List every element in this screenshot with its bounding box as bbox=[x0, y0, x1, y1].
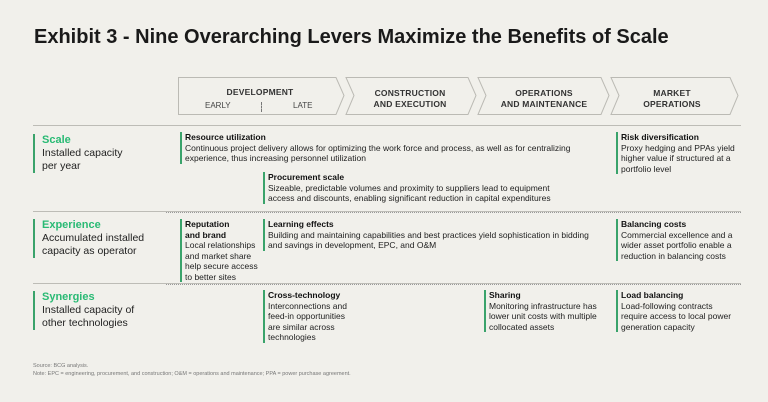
lever-body: Sizeable, predictable volumes and proximity to suppliers lead to equipment access and discounts, enabling significant reduction in capital expenditures bbox=[268, 182, 551, 203]
lever-body: Building and maintaining capabilities and best practices yield sophistication in bidding and savings in development, EPC, and O&M bbox=[268, 229, 589, 250]
category-experience bbox=[33, 219, 144, 258]
lever-learning-effects bbox=[263, 219, 589, 251]
lever-body: Commercial excellence and a wider asset portfolio enable a reduction in balancing costs bbox=[621, 229, 733, 261]
category-desc: Accumulated installed capacity as operator bbox=[42, 232, 145, 257]
lever-title: Learning effects bbox=[268, 219, 334, 229]
lever-title: Resource utilization bbox=[185, 132, 266, 142]
lever-title: Sharing bbox=[489, 290, 521, 300]
phase-sub-early: EARLY bbox=[205, 101, 231, 110]
phase-label-construction: CONSTRUCTION AND EXECUTION bbox=[373, 88, 447, 109]
phase-sub-divider bbox=[261, 102, 262, 112]
lever-title: Load balancing bbox=[621, 290, 684, 300]
category-name: Synergies bbox=[42, 291, 95, 303]
footnotes bbox=[33, 362, 351, 378]
lever-body: Interconnections and feed-in opportunities are similar across technologies bbox=[268, 300, 347, 342]
phase-label-development: DEVELOPMENT bbox=[226, 87, 294, 97]
lever-body: Load-following contracts require access to local power generation capacity bbox=[621, 300, 732, 332]
lever-body: Local relationships and market share help secure access to better sites bbox=[185, 240, 258, 282]
category-name: Experience bbox=[42, 219, 101, 231]
phase-sub-late: LATE bbox=[293, 101, 313, 110]
lever-title: Procurement scale bbox=[268, 172, 345, 182]
row-divider-dotted bbox=[166, 284, 741, 285]
row-divider bbox=[33, 125, 741, 126]
category-desc: Installed capacity per year bbox=[42, 147, 123, 172]
row-divider-dotted bbox=[166, 212, 741, 213]
category-scale bbox=[33, 134, 123, 173]
phase-label-operations: OPERATIONS AND MAINTENANCE bbox=[500, 88, 588, 109]
category-desc: Installed capacity of other technologies bbox=[42, 304, 135, 329]
lever-title: Cross-technology bbox=[268, 290, 341, 300]
lever-title: Risk diversification bbox=[621, 132, 699, 142]
lever-body: Continuous project delivery allows for optimizing the work force and process, as well as for centralizing experience, thus increasing personnel utilization bbox=[185, 142, 571, 163]
category-name: Scale bbox=[42, 134, 71, 146]
lever-balancing-costs bbox=[616, 219, 733, 261]
lever-cross-technology bbox=[263, 290, 347, 343]
category-synergies bbox=[33, 291, 134, 330]
abbreviation-note: Note: EPC = engineering, procurement, and construction; O&M = operations and maintenance; PPA = power purchase agreement. bbox=[33, 371, 351, 377]
lever-body: Monitoring infrastructure has lower unit costs with multiple collocated assets bbox=[489, 300, 597, 332]
lever-procurement-scale bbox=[263, 172, 551, 204]
lever-title: Reputation and brand bbox=[185, 219, 230, 240]
exhibit-title: Exhibit 3 - Nine Overarching Levers Maximize the Benefits of Scale bbox=[34, 26, 669, 48]
lever-reputation-brand bbox=[180, 219, 258, 282]
lever-risk-diversification bbox=[616, 132, 735, 174]
source-note: Source: BCG analysis. bbox=[33, 363, 89, 369]
lever-body: Proxy hedging and PPAs yield higher value if structured at a portfolio level bbox=[621, 142, 735, 174]
phase-label-market: MARKET OPERATIONS bbox=[643, 88, 701, 109]
lever-title: Balancing costs bbox=[621, 219, 687, 229]
lever-load-balancing bbox=[616, 290, 731, 332]
lever-sharing bbox=[484, 290, 597, 332]
lever-resource-utilization bbox=[180, 132, 571, 164]
